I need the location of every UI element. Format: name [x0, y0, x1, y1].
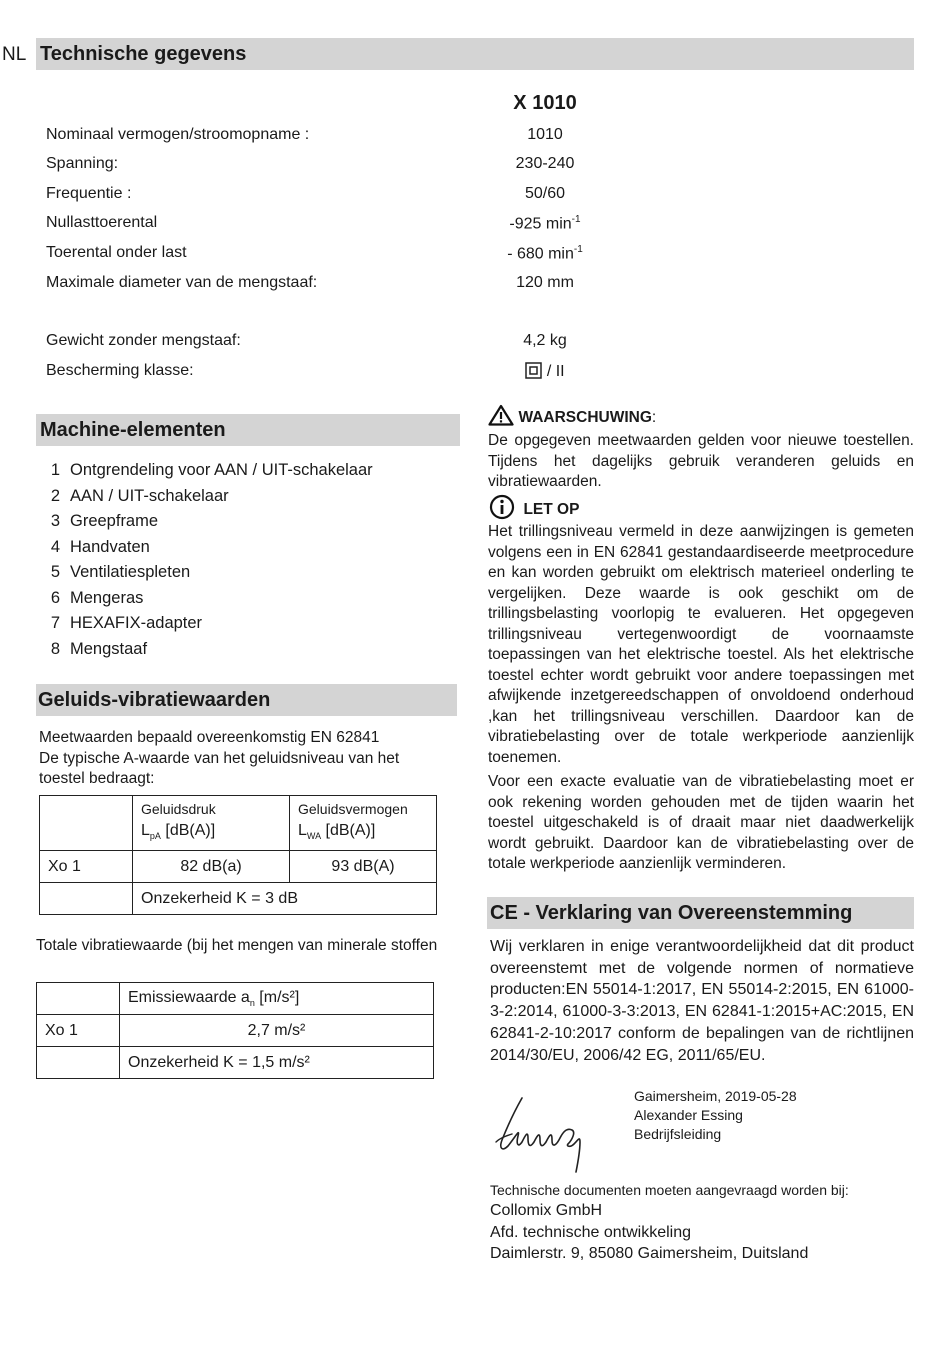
list-item [46, 484, 373, 510]
company-name: Collomix GmbH [490, 1202, 603, 1219]
symbol: L [298, 822, 307, 840]
spec-value [470, 244, 620, 263]
table-cell [37, 983, 120, 1015]
vibration-intro: Totale vibratiewaarde (bij het mengen van minerale stoffen [36, 937, 438, 954]
column-header: Emissiewaarde a [128, 988, 250, 1006]
signature-details [634, 1087, 797, 1144]
noise-table [39, 795, 437, 915]
model-name: X 1010 [513, 92, 577, 114]
note-text-2: Voor een exacte evaluatie van de vibratiebelasting moet er ook rekening worden gehouden met de tijden waarin het toestel uitgeschakeld is of draait maar niet daadwerkelijk wordt gebruikt. Daardoor kan de vibratiebelasting over de totale werkperiode aanzienlijk verminderen. [488, 773, 914, 872]
spec-label: Frequentie : [46, 185, 132, 202]
spec-value: 230-240 [515, 155, 575, 172]
spec-value: 1010 [527, 126, 563, 143]
list-item [46, 458, 373, 484]
warning-text: De opgegeven meetwaarden gelden voor nieuwe toestellen. Tijdens het dagelijks gebruik veranderen geluids en vibratiewaarden. [488, 432, 914, 490]
unit: [dB(A)] [321, 822, 376, 840]
list-item [46, 509, 373, 535]
item-number: 8 [50, 639, 60, 658]
noise-intro [39, 728, 439, 790]
symbol-subscript: WA [306, 831, 322, 842]
spec-value-text: / II [546, 363, 565, 380]
table-cell: 82 dB(a) [133, 851, 290, 883]
column-header: Geluidsdruk [141, 801, 216, 818]
table-cell: 2,7 m/s² [120, 1015, 434, 1047]
spec-value [470, 362, 620, 381]
item-label: Mengeras [70, 588, 144, 607]
ce-declaration: Wij verklaren in enige verantwoordelijkheid dat dit product overeenstemt met de volgende normen of normatieve producten:EN 55014-1:2017, EN 55014-2:2015, EN 61000-3-2:2014, 61000-3-3:2013, EN 62841-1:2015+AC:2015, EN 62841-2-10:2017 conform de bepalingen van de richtlijnen 2014/30/EU, 2006/42 EG, 2011/65/EU. [490, 938, 914, 1064]
machine-elements-list [46, 458, 373, 662]
table-cell [120, 983, 434, 1015]
list-item [46, 560, 373, 586]
spec-value-exponent: -1 [573, 244, 583, 255]
item-number: 3 [50, 512, 60, 530]
table-cell [37, 1047, 120, 1079]
item-number: 1 [50, 461, 60, 479]
spec-value [470, 214, 620, 233]
row-label: Xo 1 [37, 1015, 120, 1047]
spec-label: Bescherming klasse: [46, 362, 194, 379]
symbol: L [141, 822, 150, 840]
spec-label: Spanning: [46, 155, 119, 172]
street-address: Daimlerstr. 9, 85080 Gaimersheim, Duitsland [490, 1245, 809, 1262]
list-item [46, 611, 373, 637]
item-number: 7 [50, 614, 60, 632]
vibration-table [36, 982, 434, 1079]
spec-label: Nominaal vermogen/stroomopname : [46, 126, 310, 143]
item-label: AAN / UIT-schakelaar [70, 486, 229, 505]
machine-elements-title: Machine-elementen [40, 419, 226, 441]
spec-value: 4,2 kg [523, 332, 567, 349]
table-cell [40, 796, 133, 851]
warning-heading [488, 404, 656, 428]
signer-role: Bedrijfsleiding [634, 1126, 722, 1142]
unit: [dB(A)] [160, 822, 216, 840]
spec-value: 120 mm [516, 274, 574, 291]
note-heading [489, 494, 579, 520]
spec-label: Nullasttoerental [46, 214, 158, 231]
contact-address-block [490, 1200, 808, 1265]
table-cell [133, 796, 290, 851]
table-row [37, 1015, 434, 1047]
table-row [40, 796, 437, 851]
table-row [40, 883, 437, 915]
table-row [37, 1047, 434, 1079]
noise-vibration-title: Geluids-vibratiewaarden [38, 689, 271, 711]
place-date: Gaimersheim, 2019-05-28 [634, 1088, 797, 1104]
table-cell: 93 dB(A) [290, 851, 437, 883]
spec-label: Gewicht zonder mengstaaf: [46, 332, 241, 349]
list-item [46, 637, 373, 663]
technical-data-heading [36, 38, 914, 70]
spec-value-text: -925 min [509, 215, 572, 233]
item-label: Handvaten [70, 537, 150, 556]
spec-value-exponent: -1 [571, 214, 581, 225]
unit: [m/s²] [254, 988, 300, 1006]
item-label: Ontgrendeling voor AAN / UIT-schakelaar [70, 461, 373, 479]
item-number: 5 [50, 563, 60, 581]
contact-intro: Technische documenten moeten aangevraagd worden bij: [490, 1182, 849, 1198]
table-cell: Onzekerheid K = 1,5 m/s² [120, 1047, 434, 1079]
item-number: 4 [50, 537, 60, 556]
noise-vibration-heading [36, 684, 457, 716]
item-number: 2 [50, 486, 60, 505]
item-label: Ventilatiespleten [70, 563, 191, 581]
spec-label: Maximale diameter van de mengstaaf: [46, 274, 318, 291]
table-row [40, 851, 437, 883]
noise-intro-line: De typische A-waarde van het geluidsniveau van het toestel bedraagt: [39, 749, 400, 787]
item-label: HEXAFIX-adapter [70, 614, 203, 632]
signature-image [492, 1090, 592, 1174]
department: Afd. technische ontwikkeling [490, 1223, 691, 1241]
column-unit [298, 820, 428, 847]
note-title: LET OP [523, 501, 580, 518]
item-number: 6 [50, 588, 60, 607]
spec-value: 50/60 [524, 185, 566, 202]
ce-heading [487, 897, 914, 929]
column-unit [141, 820, 281, 847]
column-header: Geluidsvermogen [298, 801, 408, 818]
row-label: Xo 1 [40, 851, 133, 883]
language-tag: NL [2, 44, 27, 65]
table-row [37, 983, 434, 1015]
protection-class-ii-icon [525, 362, 542, 379]
table-cell [40, 883, 133, 915]
table-cell: Onzekerheid K = 3 dB [133, 883, 437, 915]
list-item [46, 535, 373, 561]
info-icon [489, 494, 515, 520]
table-cell [290, 796, 437, 851]
signer-name: Alexander Essing [634, 1107, 743, 1123]
spec-label: Toerental onder last [46, 244, 187, 261]
warning-title: WAARSCHUWING [518, 409, 652, 426]
noise-intro-line: Meetwaarden bepaald overeenkomstig EN 62841 [39, 729, 380, 746]
item-label: Greepframe [70, 512, 159, 530]
technical-data-title: Technische gegevens [40, 43, 247, 65]
list-item [46, 586, 373, 612]
warning-colon: : [651, 409, 657, 426]
spec-value-text: - 680 min [507, 245, 574, 263]
item-label: Mengstaaf [70, 639, 148, 658]
symbol-subscript: n [249, 998, 255, 1009]
note-text: Het trillingsniveau vermeld in deze aanwijzingen is gemeten volgens een in EN 62841 gestandaardiseerde meetprocedure en kan worden gebruikt om elektrisch materieel onderling te vergelijken. Deze waarde is ook geschikt om de trillingsbelasting voorlopig te evalueren. Het opgegeven trillingsniveau vertegenwoordigt de voornaamste toepassingen van het elektrische toestel. Als het elektrische toestel echter wordt gebruikt voor andere toepassingen met afwijkende inzetgereedschappen of onvoldoend onderhoud ,kan het trillingsniveau verschillen. Daardoor kan de vibratiebelasting over de totale werkperiode aanzienlijk toenemen. [488, 523, 914, 766]
ce-title: CE - Verklaring van Overeenstemming [490, 902, 853, 924]
warning-triangle-icon [488, 404, 514, 426]
symbol-subscript: pA [149, 831, 161, 842]
machine-elements-heading [36, 414, 460, 446]
